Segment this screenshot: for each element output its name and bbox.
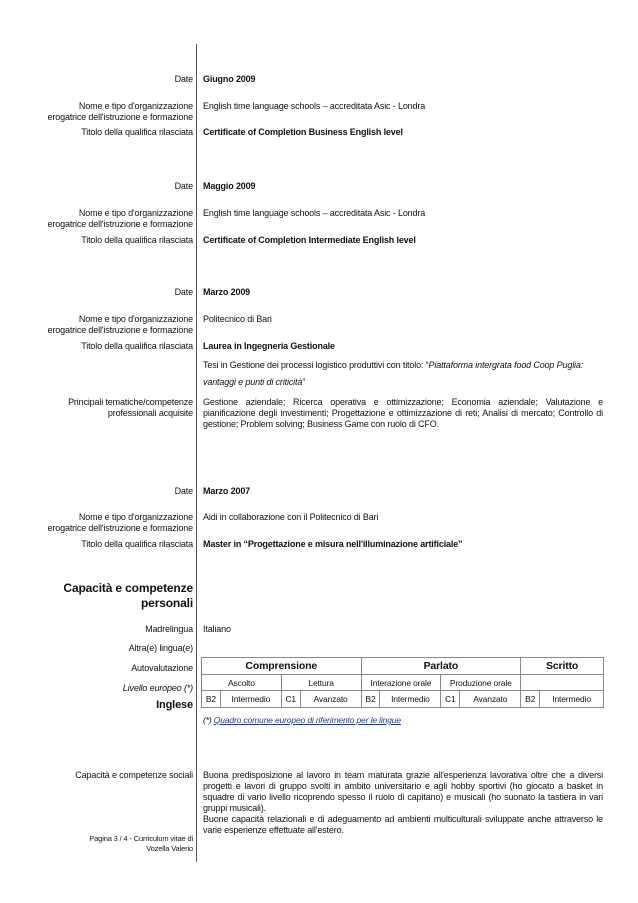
european-level-label: Livello europeo (*) — [122, 683, 193, 693]
qualification-value: Laurea in Ingegneria Gestionale — [203, 341, 335, 351]
language-table — [201, 657, 604, 708]
header-comprehension: Comprensione — [202, 658, 362, 675]
level-text: Avanzato — [460, 691, 521, 708]
qualification-label: Titolo della qualifica rilasciata — [81, 235, 193, 245]
org-value: English time language schools – accreditata Asic - Londra — [203, 208, 426, 218]
qualification-label: Titolo della qualifica rilasciata — [81, 127, 193, 137]
date-label: Date — [174, 486, 193, 496]
qualification-value: Certificate of Completion Business English level — [203, 127, 403, 137]
level-code: B2 — [521, 691, 540, 708]
level-text: Intermedio — [380, 691, 441, 708]
level-text: Avanzato — [300, 691, 361, 708]
section-heading: Capacità e competenze personali — [63, 581, 193, 610]
level-code: B2 — [361, 691, 380, 708]
qualification-label: Titolo della qualifica rilasciata — [81, 539, 193, 549]
header-writing: Scritto — [521, 658, 604, 675]
social-skills-label: Capacità e competenze sociali — [75, 770, 193, 780]
date-value: Marzo 2009 — [203, 287, 251, 297]
subheader-writing — [521, 675, 604, 691]
page-footer: Pagina 3 / 4 - Curriculum vitae di Vozella Valerio — [89, 834, 193, 853]
org-value: Politecnico di Bari — [203, 314, 272, 324]
other-languages-label: Altra(e) lingua(e) — [128, 643, 193, 653]
qualification-value: Certificate of Completion Intermediate English level — [203, 235, 416, 245]
self-assessment-label: Autovalutazione — [131, 663, 193, 673]
social-skills-text: Buona predisposizione al lavoro in team maturata grazie all'esperienza lavorativa oltre che a diversi progetti e lavori di gruppo svolti in ambito universitario e agli hobby sportivi (ho giocato a basket in squadre di vario livello ricoprendo spesso il ruolo di capitano) e musicali (ho suonato la tastiera in vari gruppi musicali). Buone capacità relazionali e di adeguamento ad ambienti multiculturali sviluppate anche attraverso le varie esperienze effettuate all'estero. — [203, 770, 603, 835]
org-label: Nome e tipo d'organizzazione erogatrice dell'istruzione e formazione — [47, 101, 193, 122]
note-asterisk: (*) — [203, 715, 212, 725]
subheader-production: Produzione orale — [441, 675, 521, 691]
cefr-link[interactable]: Quadro comune europeo di riferimento per le lingue — [213, 715, 401, 725]
date-value: Maggio 2009 — [203, 181, 256, 191]
mother-tongue-value: Italiano — [203, 624, 231, 634]
qualification-label: Titolo della qualifica rilasciata — [81, 341, 193, 351]
level-text: Intermedio — [540, 691, 604, 708]
level-text: Intermedio — [220, 691, 281, 708]
date-value: Giugno 2009 — [203, 74, 256, 84]
mother-tongue-label: Madrelingua — [145, 624, 193, 634]
date-label: Date — [174, 287, 193, 297]
level-code: B2 — [202, 691, 221, 708]
org-label: Nome e tipo d'organizzazione erogatrice dell'istruzione e formazione — [47, 208, 193, 229]
qualification-value: Master in “Progettazione e misura nell'illuminazione artificiale” — [203, 539, 463, 549]
date-value: Marzo 2007 — [203, 486, 251, 496]
date-label: Date — [174, 74, 193, 84]
org-value: English time language schools – accreditata Asic - Londra — [203, 101, 426, 111]
cefr-note — [203, 715, 401, 725]
topics-value: Gestione aziendale; Ricerca operativa e ottimizzazione; Economia aziendale; Valutazione e pianificazione degli investimenti; Progettazione e ottimizzazione di reti; Analisi di mercato; Controllo di gestione; Problem solving; Business Game con ruolo di CFO. — [203, 397, 603, 429]
subheader-interaction: Interazione orale — [361, 675, 441, 691]
subheader-listening: Ascolto — [202, 675, 282, 691]
subheader-reading: Lettura — [281, 675, 361, 691]
org-label: Nome e tipo d'organizzazione erogatrice dell'istruzione e formazione — [47, 314, 193, 335]
level-code: C1 — [281, 691, 300, 708]
language-name: Inglese — [156, 699, 193, 711]
thesis-description: Tesi in Gestione dei processi logistico produttivi con titolo: “Piattaforma intergrata food Coop Puglia: vantaggi e punti di criticità” — [203, 360, 584, 387]
topics-label: Principali tematiche/competenze professionali acquisite — [68, 397, 193, 418]
column-divider — [196, 44, 197, 862]
org-value: Aidi in collaborazione con il Politecnico di Bari — [203, 512, 379, 522]
date-label: Date — [174, 181, 193, 191]
org-label: Nome e tipo d'organizzazione erogatrice dell'istruzione e formazione — [47, 512, 193, 533]
header-speaking: Parlato — [361, 658, 521, 675]
level-code: C1 — [441, 691, 460, 708]
